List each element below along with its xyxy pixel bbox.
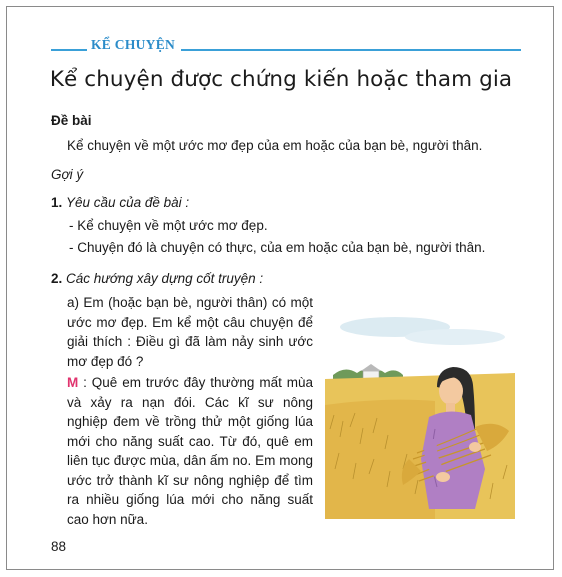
textbook-page — [6, 6, 554, 570]
item1-line-2: - Chuyện đó là chuyện có thực, của em hoặc của bạn bè, người thân. — [69, 240, 486, 255]
header-rule-right — [181, 49, 521, 51]
item1-line-1: - Kể chuyện về một ước mơ đẹp. — [69, 218, 268, 233]
page-title: Kể chuyện được chứng kiến hoặc tham gia — [49, 67, 513, 92]
item1-number: 1. — [51, 195, 63, 210]
section-header — [51, 35, 521, 55]
goi-y-label: Gợi ý — [51, 167, 84, 182]
girl-harvesting-rice-illustration — [325, 309, 515, 519]
item2-heading-text: Các hướng xây dựng cốt truyện : — [66, 271, 264, 286]
page-number: 88 — [51, 539, 67, 554]
de-bai-text: Kể chuyện về một ước mơ đẹp của em hoặc của bạn bè, người thân. — [67, 138, 483, 153]
item1-heading-text: Yêu cầu của đề bài : — [66, 195, 190, 210]
item2-m-paragraph — [67, 373, 313, 529]
section-label: KỂ CHUYỆN — [91, 37, 176, 52]
m-label: M — [67, 375, 79, 390]
header-rule-left — [51, 49, 87, 51]
item2-a-paragraph: a) Em (hoặc bạn bè, người thân) có một ước mơ đẹp. Em kể một câu chuyện để giải thích : Điều gì đã làm nảy sinh ước mơ đẹp đó ? — [67, 295, 313, 369]
item2-number: 2. — [51, 271, 63, 286]
item2-heading — [51, 269, 263, 288]
de-bai-heading: Đề bài — [51, 113, 92, 128]
item1-heading — [51, 193, 189, 212]
m-text: : Quê em trước đây thường mất mùa và xảy ra nạn đói. Các kĩ sư nông nghiệp đem về trồng thử một giống lúa mới cho năng suất cao. Từ đó, quê em liên tục được mùa, dân ấm no. Em mong ước trở thành kĩ sư nông nghiệp để tìm ra nhiều giống lúa mới cho năng suất cao hơn nữa. — [67, 375, 313, 527]
